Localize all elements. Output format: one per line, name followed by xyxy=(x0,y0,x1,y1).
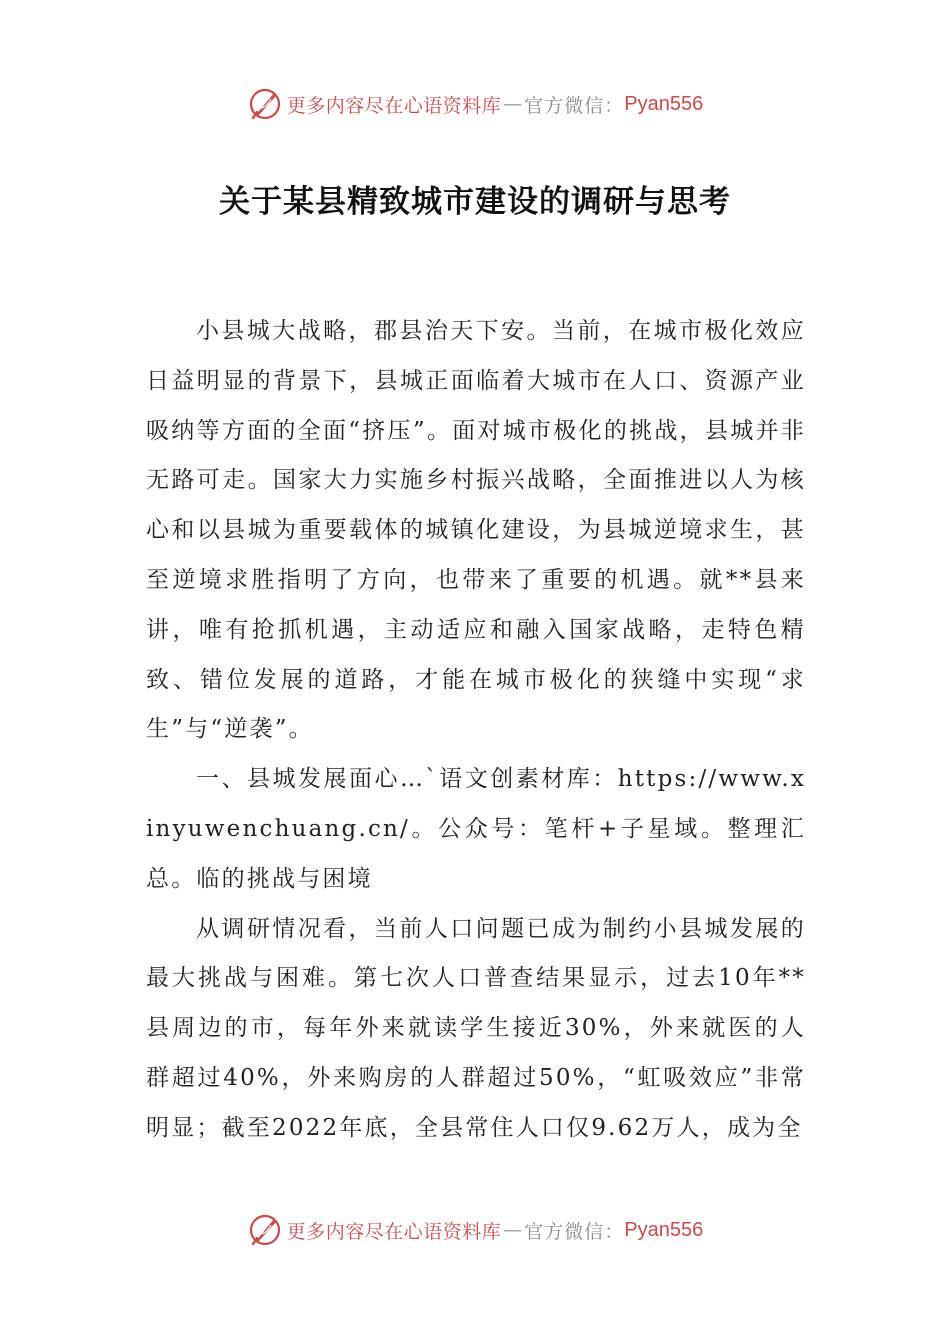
header-watermark xyxy=(0,82,950,126)
watermark-text: 更多内容尽在心语资料库 xyxy=(286,1220,502,1243)
watermark-wechat-label: 官方微信： xyxy=(524,94,625,117)
footer-watermark xyxy=(0,1208,950,1252)
body-paragraph: 从调研情况看，当前人口问题已成为制约小县城发展的最大挑战与困难。第七次人口普查结果显示，过去10年**县周边的市，每年外来就读学生接近30%，外来就医的人群超过40%，外来购房的人群超过50%，“虹吸效应”非常明显；截至2022年底，全县常住人口仅9.62万人，成为全 xyxy=(146,915,806,1141)
body-paragraph: 小县城大战略，郡县治天下安。当前，在城市极化效应日益明显的背景下，县城正面临着大城市在人口、资源产业吸纳等方面的全面“挤压”。面对城市极化的挑战，县城并非无路可走。国家大力实施乡村振兴战略，全面推进以人为核心和以县城为重要载体的城镇化建设，为县城逆境求生，甚至逆境求胜指明了方向，也带来了重要的机遇。就**县来讲，唯有抢抓机遇，主动适应和融入国家战略，走特色精致、错位发展的道路，才能在城市极化的狭缝中实现“求生”与“逆袭”。 xyxy=(146,318,806,743)
watermark-separator: — xyxy=(503,93,523,115)
quill-logo-icon xyxy=(247,1212,283,1248)
watermark-wechat-id: Pyan556 xyxy=(624,92,704,115)
watermark-wechat-label: 官方微信： xyxy=(524,1220,625,1243)
document-body xyxy=(146,307,806,1154)
watermark-wechat-id: Pyan556 xyxy=(624,1218,704,1241)
watermark-separator: — xyxy=(503,1219,523,1241)
body-paragraph: 一、县城发展面心…`语文创素材库：https://www.xinyuwenchuang.cn/。公众号：笔杆+子星域。整理汇总。临的挑战与困境 xyxy=(146,766,806,892)
quill-logo-icon xyxy=(247,86,283,122)
watermark-text: 更多内容尽在心语资料库 xyxy=(286,94,502,117)
document-title: 关于某县精致城市建设的调研与思考 xyxy=(219,184,731,220)
